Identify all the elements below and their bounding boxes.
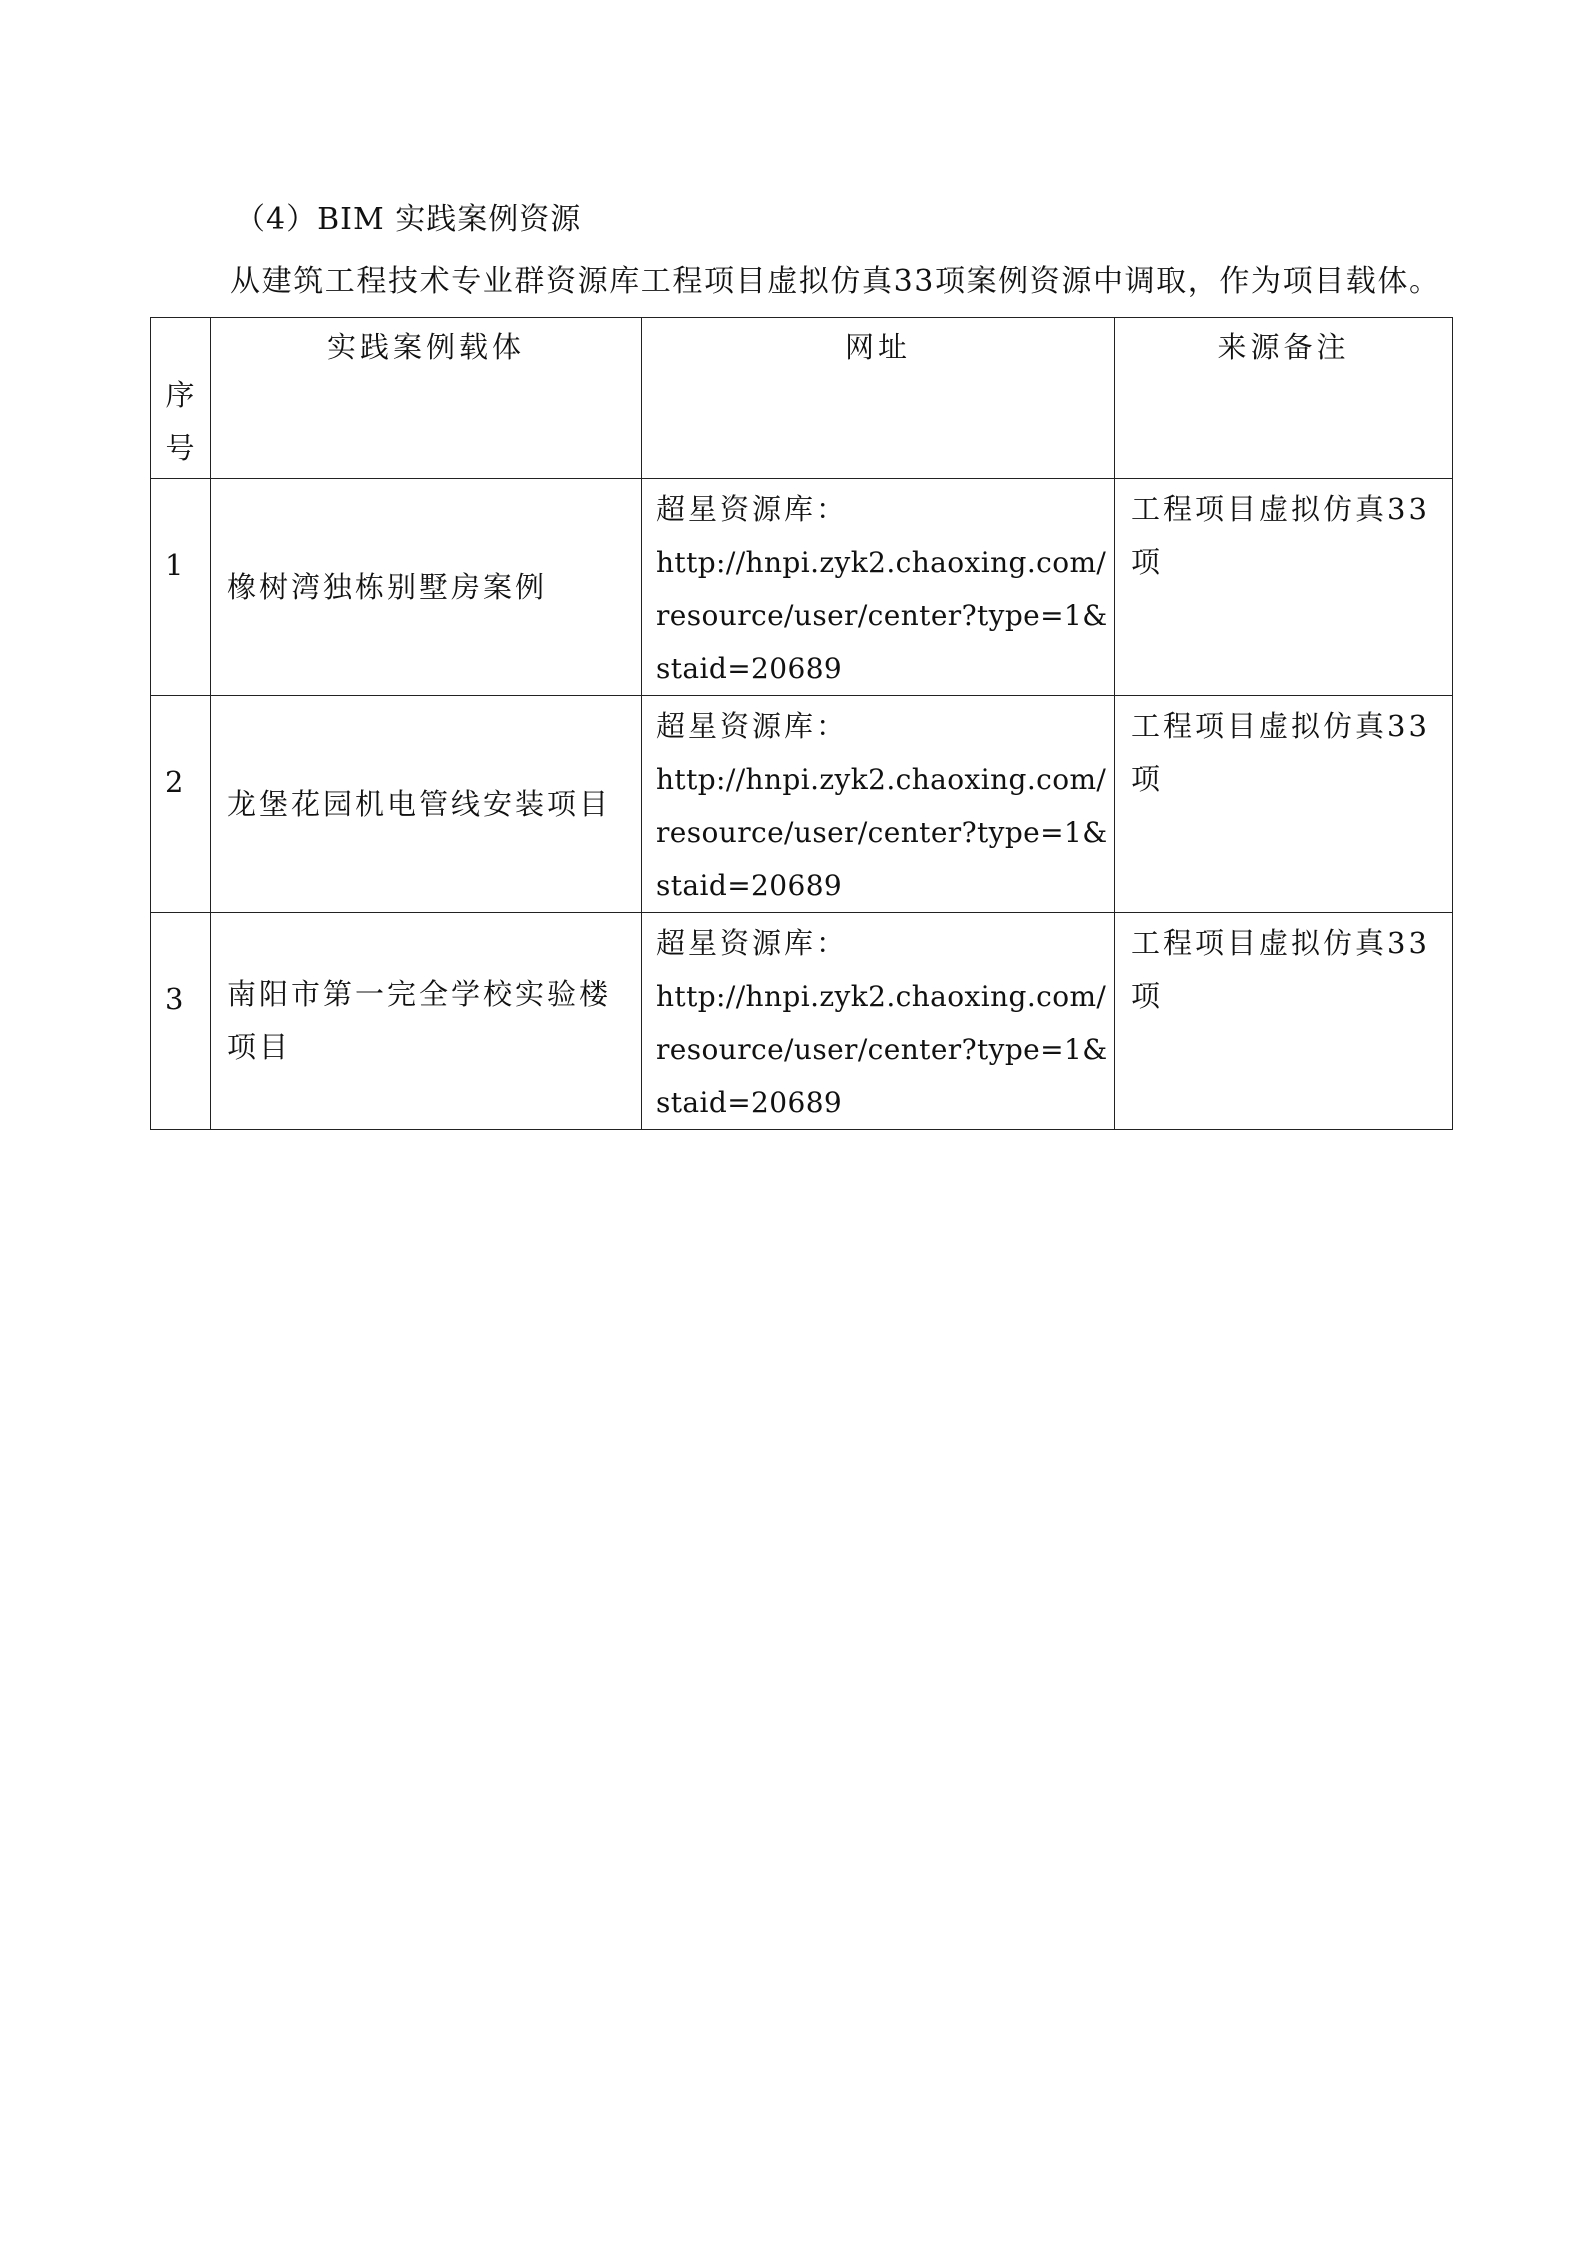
- url-label: 超星资源库：: [656, 926, 849, 960]
- header-url: 网址: [642, 318, 1115, 479]
- resource-link[interactable]: http://hnpi.zyk2.chaoxing.com/resource/user/center?type=1&staid=20689: [656, 546, 1108, 685]
- resource-link[interactable]: http://hnpi.zyk2.chaoxing.com/resource/user/center?type=1&staid=20689: [656, 980, 1108, 1119]
- table-row: [151, 913, 1453, 1130]
- header-source: 来源备注: [1115, 318, 1453, 479]
- row-seq: 2: [151, 696, 211, 913]
- table-row: [151, 479, 1453, 696]
- url-label: 超星资源库：: [656, 492, 849, 526]
- row-url-cell: [642, 696, 1115, 913]
- row-source: 工程项目虚拟仿真33项: [1115, 696, 1453, 913]
- url-label: 超星资源库：: [656, 709, 849, 743]
- row-source: 工程项目虚拟仿真33项: [1115, 479, 1453, 696]
- header-carrier: 实践案例载体: [211, 318, 642, 479]
- row-seq: 3: [151, 913, 211, 1130]
- table-header-row: [151, 318, 1453, 479]
- intro-paragraph: 从建筑工程技术专业群资源库工程项目虚拟仿真33项案例资源中调取，作为项目载体。: [230, 264, 1441, 299]
- row-url-cell: [642, 479, 1115, 696]
- section-heading: （4）BIM 实践案例资源: [235, 202, 582, 237]
- table-row: [151, 696, 1453, 913]
- resource-link[interactable]: http://hnpi.zyk2.chaoxing.com/resource/user/center?type=1&staid=20689: [656, 763, 1108, 902]
- row-carrier: 南阳市第一完全学校实验楼项目: [211, 913, 642, 1130]
- row-source: 工程项目虚拟仿真33项: [1115, 913, 1453, 1130]
- case-resource-table: [150, 317, 1453, 1130]
- row-seq: 1: [151, 479, 211, 696]
- row-carrier: 龙堡花园机电管线安装项目: [211, 696, 642, 913]
- row-url-cell: [642, 913, 1115, 1130]
- header-seq: 序号: [151, 318, 211, 479]
- row-carrier: 橡树湾独栋别墅房案例: [211, 479, 642, 696]
